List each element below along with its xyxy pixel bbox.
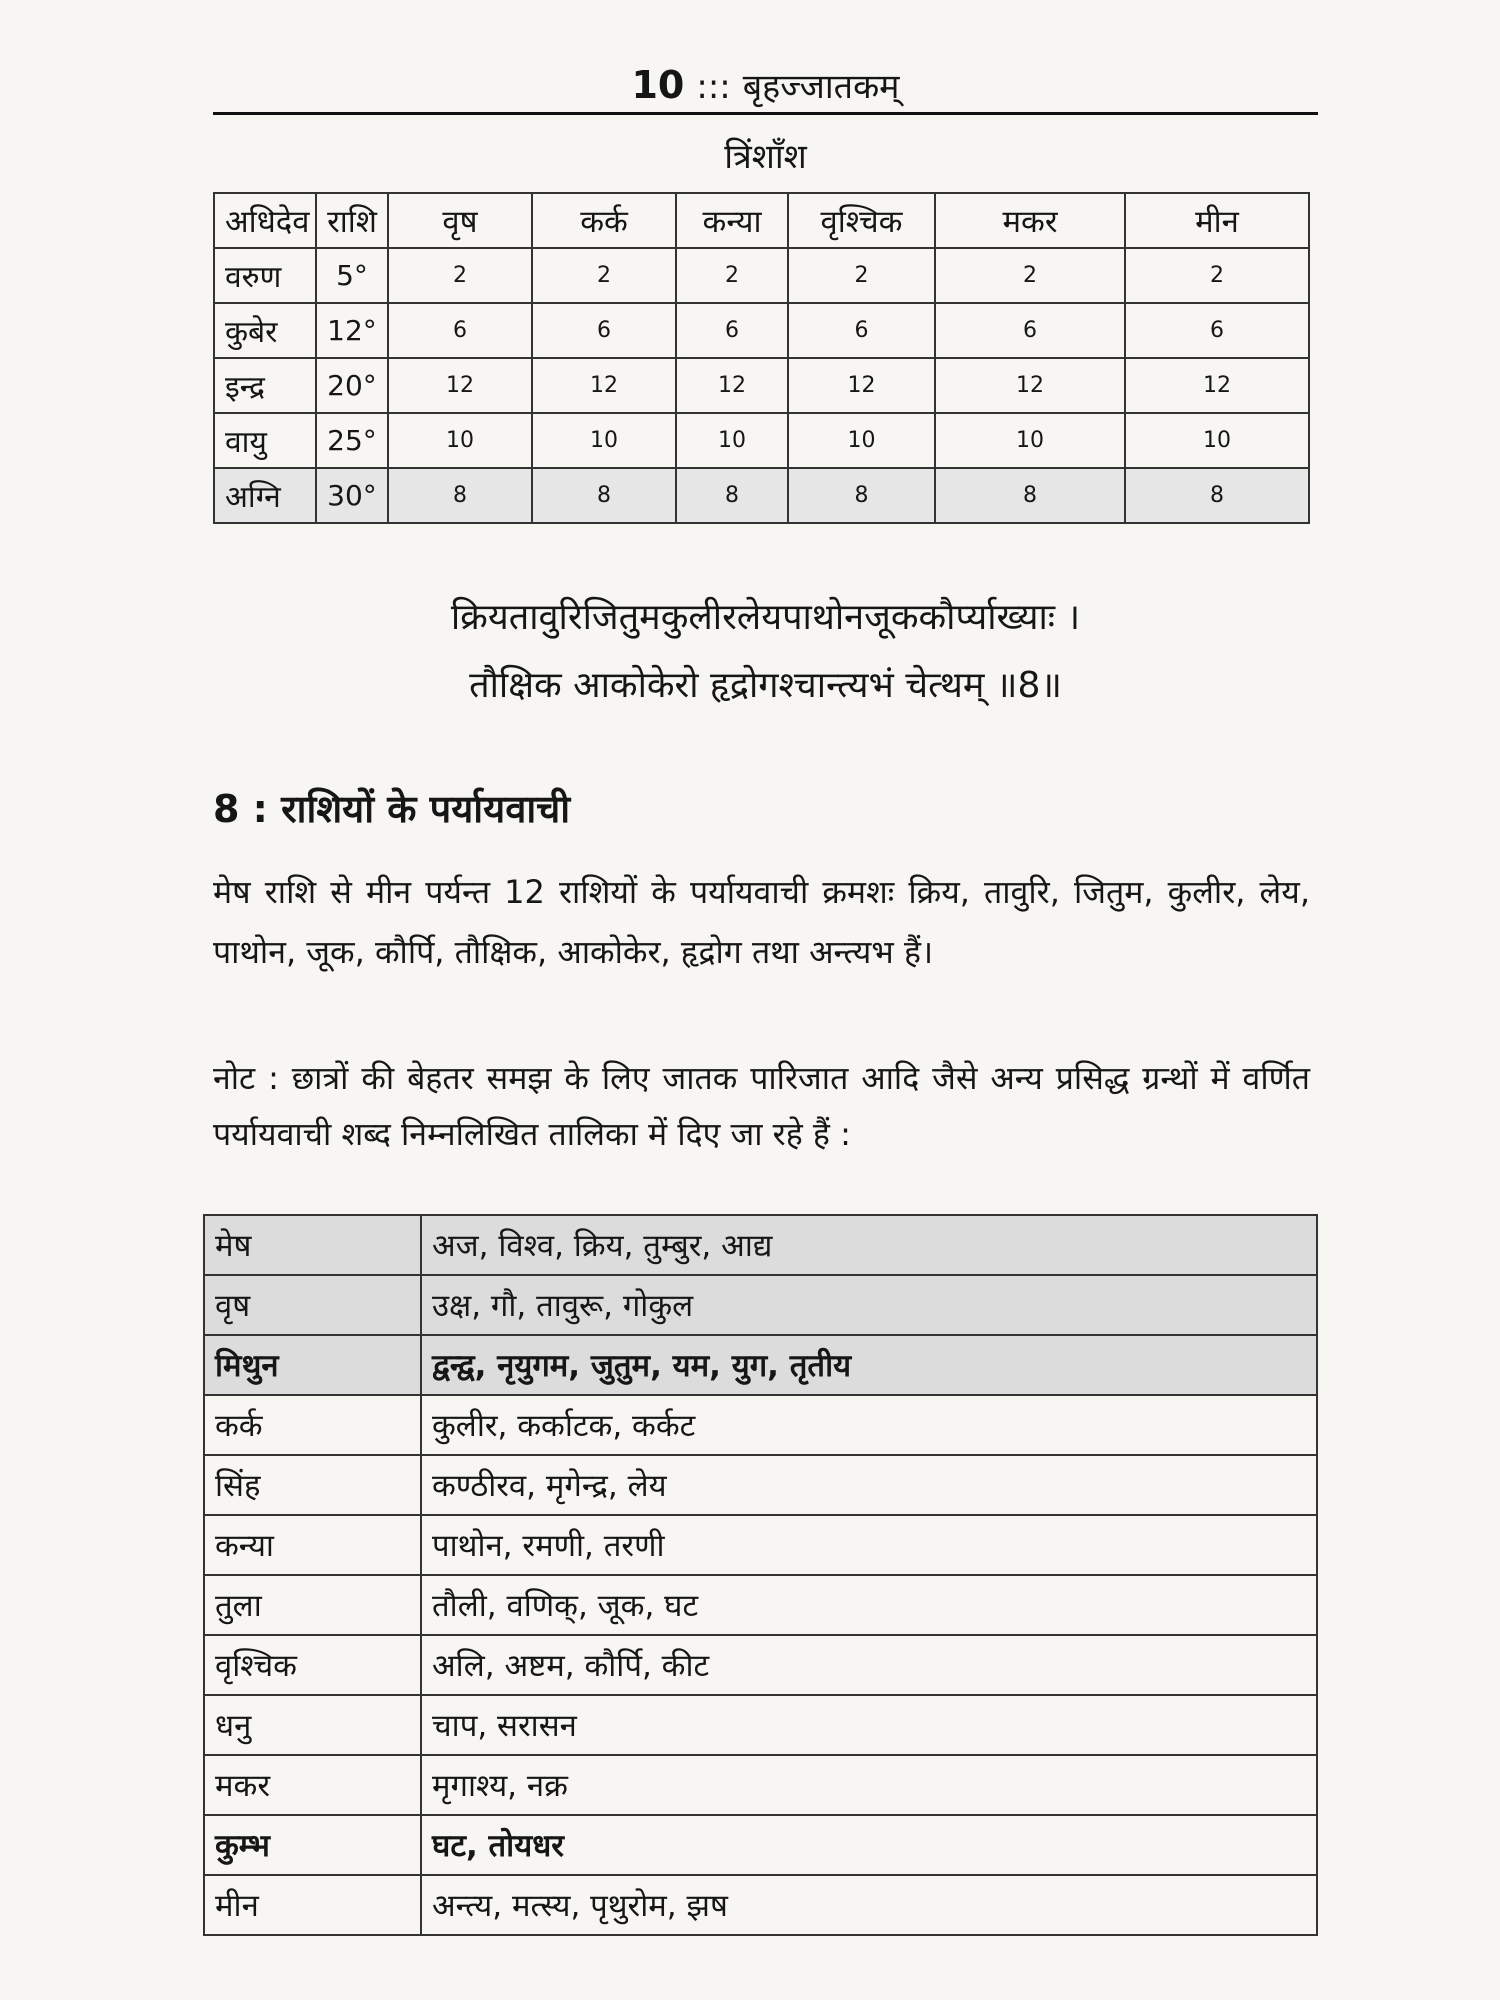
trimshansha-title: त्रिंशाँश — [724, 137, 807, 177]
col-header: वृश्चिक — [788, 193, 935, 248]
value-cell: 10 — [1125, 413, 1309, 468]
value-cell: 8 — [788, 468, 935, 523]
table-row — [214, 248, 1309, 303]
degree-cell: 12° — [316, 303, 388, 358]
synonyms-cell: अलि, अष्टम, कौर्पि, कीट — [421, 1635, 1317, 1695]
rashi-cell: कर्क — [204, 1395, 421, 1455]
deity-cell: वायु — [214, 413, 316, 468]
value-cell: 2 — [388, 248, 532, 303]
value-cell: 8 — [935, 468, 1125, 523]
value-cell: 12 — [532, 358, 676, 413]
table-row — [214, 358, 1309, 413]
value-cell: 6 — [788, 303, 935, 358]
degree-cell: 5° — [316, 248, 388, 303]
table-row — [214, 413, 1309, 468]
synonyms-cell: घट, तोयधर — [421, 1815, 1317, 1875]
table-row — [204, 1635, 1317, 1695]
col-header: वृष — [388, 193, 532, 248]
deity-cell: वरुण — [214, 248, 316, 303]
synonyms-cell: उक्ष, गौ, तावुरू, गोकुल — [421, 1275, 1317, 1335]
value-cell: 12 — [788, 358, 935, 413]
rashi-cell: मीन — [204, 1875, 421, 1935]
degree-cell: 20° — [316, 358, 388, 413]
page-header — [213, 62, 1318, 108]
note-paragraph: नोट : छात्रों की बेहतर समझ के लिए जातक पारिजात आदि जैसे अन्य प्रसिद्ध ग्रन्थों में वर्णित पर्यायवाची शब्द निम्नलिखित तालिका में दिए जा रहे हैं : — [213, 1059, 1310, 1153]
deity-cell: कुबेर — [214, 303, 316, 358]
value-cell: 10 — [388, 413, 532, 468]
rashi-cell: वृश्चिक — [204, 1635, 421, 1695]
col-header: कर्क — [532, 193, 676, 248]
synonyms-cell: अन्त्य, मत्स्य, पृथुरोम, झष — [421, 1875, 1317, 1935]
synonyms-cell: पाथोन, रमणी, तरणी — [421, 1515, 1317, 1575]
table-row — [214, 303, 1309, 358]
value-cell: 6 — [532, 303, 676, 358]
synonyms-cell: कण्ठीरव, मृगेन्द्र, लेय — [421, 1455, 1317, 1515]
value-cell: 8 — [676, 468, 788, 523]
deity-cell: इन्द्र — [214, 358, 316, 413]
shloka-verse — [213, 584, 1318, 720]
value-cell: 12 — [388, 358, 532, 413]
table-row — [204, 1755, 1317, 1815]
synonyms-cell: तौली, वणिक्, जूक, घट — [421, 1575, 1317, 1635]
trimshansha-header-row — [214, 193, 1309, 248]
value-cell: 2 — [1125, 248, 1309, 303]
value-cell: 6 — [676, 303, 788, 358]
rashi-cell: तुला — [204, 1575, 421, 1635]
value-cell: 10 — [935, 413, 1125, 468]
header-rule — [213, 112, 1318, 115]
rashi-cell: मेष — [204, 1215, 421, 1275]
synonyms-cell: चाप, सरासन — [421, 1695, 1317, 1755]
value-cell: 12 — [1125, 358, 1309, 413]
table-row — [204, 1875, 1317, 1935]
page-number: 10 — [631, 63, 685, 107]
col-header: मकर — [935, 193, 1125, 248]
value-cell: 2 — [935, 248, 1125, 303]
col-header: अधिदेव — [214, 193, 316, 248]
table-row — [204, 1515, 1317, 1575]
table-row — [204, 1455, 1317, 1515]
value-cell: 12 — [676, 358, 788, 413]
value-cell: 6 — [388, 303, 532, 358]
body-paragraph: मेष राशि से मीन पर्यन्त 12 राशियों के पर्यायवाची क्रमशः क्रिय, तावुरि, जितुम, कुलीर, लेय, पाथोन, जूक, कौर्पि, तौक्षिक, आकोकेर, हृद्रोग तथा अन्त्यभ हैं। — [213, 873, 1310, 971]
value-cell: 12 — [935, 358, 1125, 413]
value-cell: 8 — [388, 468, 532, 523]
synonyms-cell: अज, विश्व, क्रिय, तुम्बुर, आद्य — [421, 1215, 1317, 1275]
col-header: राशि — [316, 193, 388, 248]
table-row — [204, 1275, 1317, 1335]
section-heading: 8 : राशियों के पर्यायवाची — [213, 787, 571, 831]
table-row — [204, 1335, 1317, 1395]
shloka-line: तौक्षिक आकोकेरो हृद्रोगश्चान्त्यभं चेत्थम् ॥8॥ — [469, 665, 1062, 706]
value-cell: 2 — [788, 248, 935, 303]
synonyms-cell: द्वन्द्व, नृयुगम, जुतुम, यम, युग, तृतीय — [421, 1335, 1317, 1395]
book-title: बृहज्जातकम् — [742, 67, 900, 107]
synonyms-table — [203, 1214, 1318, 1936]
rashi-cell: कन्या — [204, 1515, 421, 1575]
shloka-line: क्रियतावुरिजितुमकुलीरलेयपाथोनजूककौर्प्याख्याः । — [450, 597, 1081, 638]
value-cell: 10 — [532, 413, 676, 468]
rashi-cell: धनु — [204, 1695, 421, 1755]
table-row — [204, 1395, 1317, 1455]
rashi-cell: सिंह — [204, 1455, 421, 1515]
degree-cell: 25° — [316, 413, 388, 468]
value-cell: 2 — [676, 248, 788, 303]
value-cell: 6 — [1125, 303, 1309, 358]
table-row — [204, 1215, 1317, 1275]
value-cell: 10 — [676, 413, 788, 468]
value-cell: 8 — [1125, 468, 1309, 523]
table-row — [204, 1815, 1317, 1875]
table-row — [204, 1695, 1317, 1755]
value-cell: 10 — [788, 413, 935, 468]
degree-cell: 30° — [316, 468, 388, 523]
table-row — [214, 468, 1309, 523]
deity-cell: अग्नि — [214, 468, 316, 523]
value-cell: 2 — [532, 248, 676, 303]
col-header: मीन — [1125, 193, 1309, 248]
table-row — [204, 1575, 1317, 1635]
rashi-cell: मिथुन — [204, 1335, 421, 1395]
rashi-cell: कुम्भ — [204, 1815, 421, 1875]
rashi-cell: वृष — [204, 1275, 421, 1335]
synonyms-cell: कुलीर, कर्काटक, कर्कट — [421, 1395, 1317, 1455]
synonyms-cell: मृगाश्य, नक्र — [421, 1755, 1317, 1815]
trimshansha-table — [213, 192, 1310, 524]
col-header: कन्या — [676, 193, 788, 248]
value-cell: 6 — [935, 303, 1125, 358]
value-cell: 8 — [532, 468, 676, 523]
header-separator: ::: — [696, 67, 731, 107]
rashi-cell: मकर — [204, 1755, 421, 1815]
